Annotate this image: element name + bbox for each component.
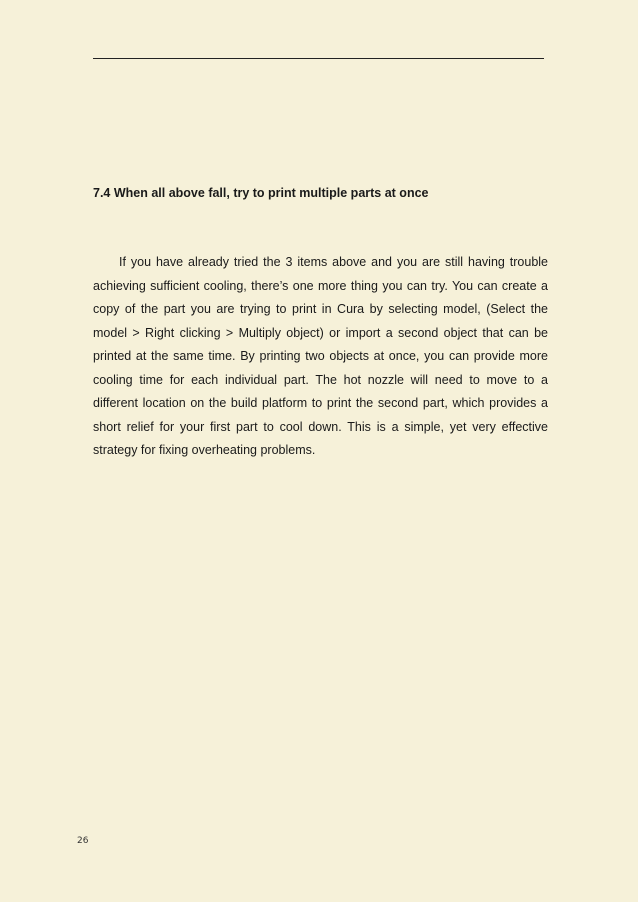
paragraph-line: copy of the part you are trying to print in Cura by selecting model, (Select the [93,302,548,316]
paragraph-line: cooling time for each individual part. The hot nozzle will need to move to a [93,372,548,387]
page-number: 26 [77,836,89,846]
paragraph-line: If you have already tried the 3 items above and you are still having trouble [119,255,548,269]
body-paragraph [93,251,548,463]
paragraph-line: achieving sufficient cooling, there’s one more thing you can try. You can create a [93,278,548,293]
paragraph-line: strategy for fixing overheating problems. [93,443,316,457]
section-heading: 7.4 When all above fall, try to print multiple parts at once [93,186,429,200]
paragraph-line: short relief for your first part to cool down. This is a simple, yet very effective [93,419,548,434]
paragraph-line: printed at the same time. By printing two objects at once, you can provide more [93,349,548,363]
paragraph-line: model > Right clicking > Multiply object) or import a second object that can be [93,325,548,340]
paragraph-line: different location on the build platform to print the second part, which provides a [93,396,548,410]
header-rule [93,58,544,59]
